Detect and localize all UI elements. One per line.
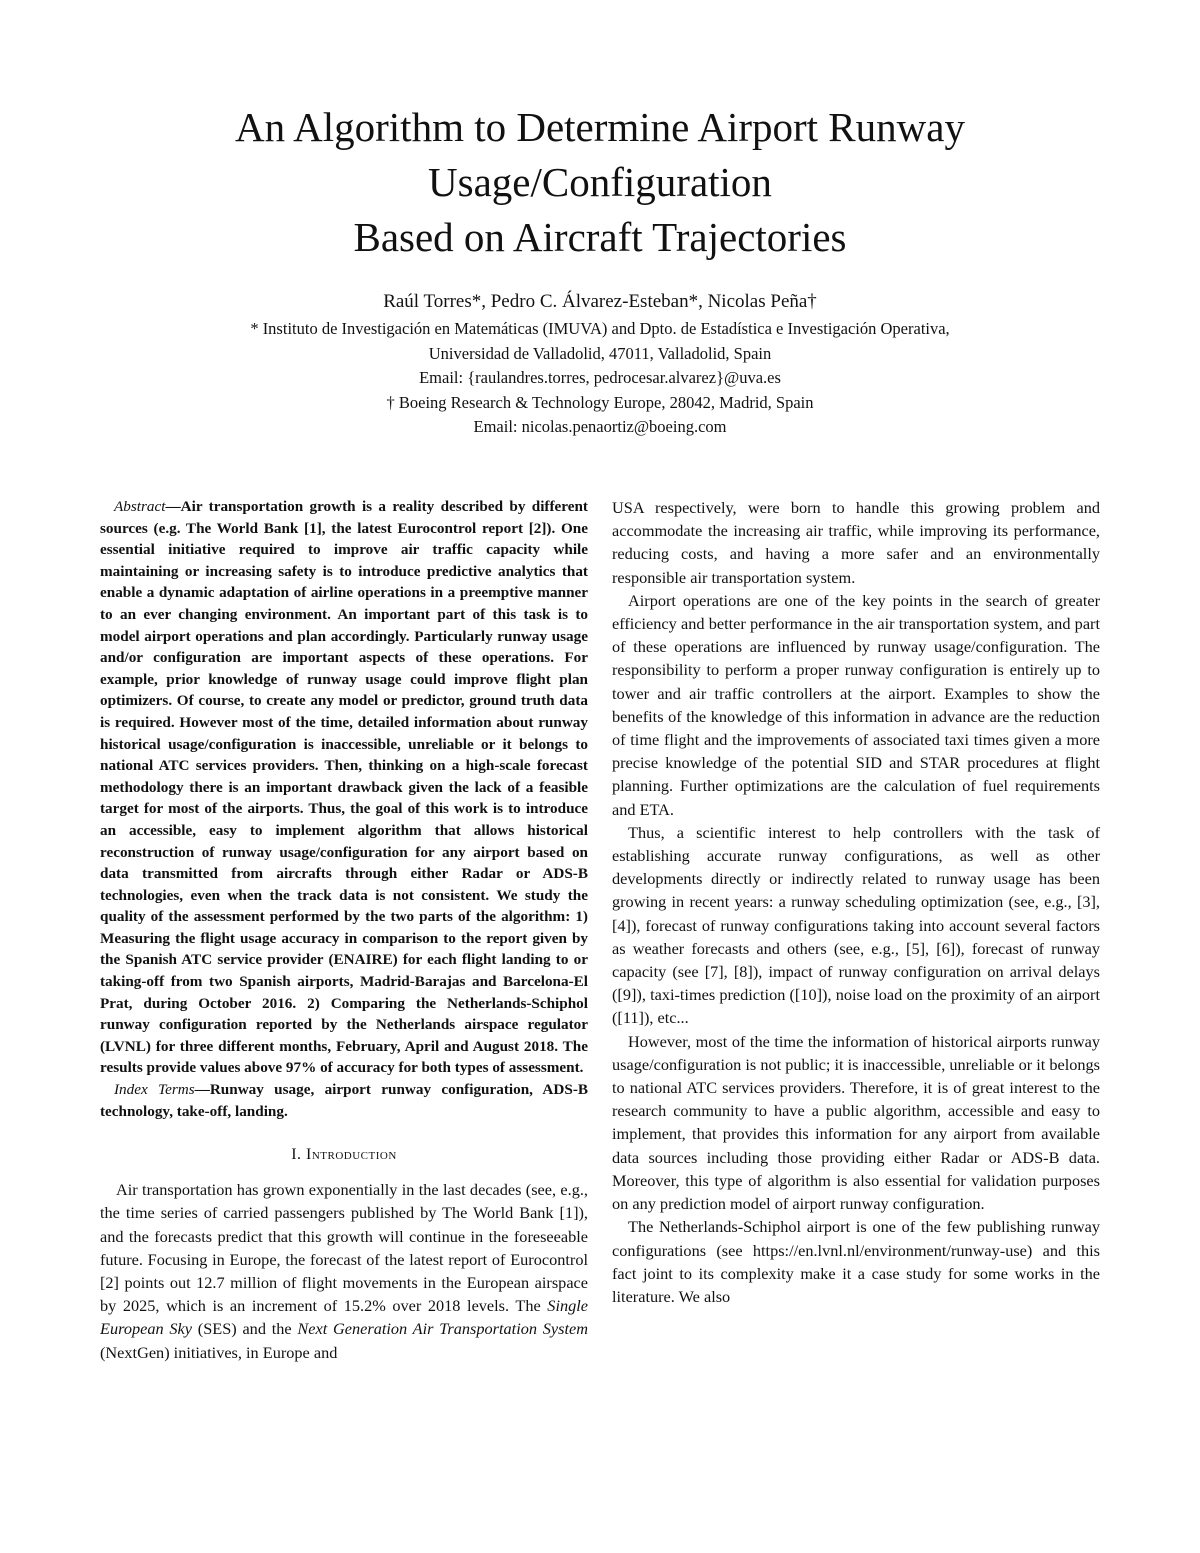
index-terms-text: —Runway usage, airport runway configuration, ADS-B technology, take-off, landing. bbox=[100, 1081, 589, 1120]
section-heading-introduction: I. Introduction bbox=[291, 1146, 397, 1164]
title-line-3: Based on Aircraft Trajectories bbox=[353, 214, 847, 260]
affiliations bbox=[100, 317, 1100, 440]
author-list: Raúl Torres*, Pedro C. Álvarez-Esteban*, Nicolas Peña† bbox=[383, 291, 817, 312]
intro-paragraph bbox=[100, 1178, 588, 1364]
paper-title bbox=[100, 100, 1100, 265]
affiliation-email-2: Email: nicolas.penaortiz@boeing.com bbox=[473, 417, 727, 437]
abstract-text: —Air transportation growth is a reality described by different sources (e.g. The World Bank [1], the latest Eurocontrol report [2]). One essential initiative required to improve air traffic capacity while maintaining or increasing safety is to introduce predictive analytics that enable a dynamic adaptation of airline operations in a preemptive manner to an ever changing environment. An important part of this task is to model airport operations and plan accordingly. Particularly runway usage and/or configuration are important aspects of these operations. For example, prior knowledge of runway usage could improve flight plan optimizers. Of course, to create any model or predictor, ground truth data is required. However most of the time, detailed information about runway historical usage/configuration is inaccessible, unreliable or it belongs to national ATC services providers. Then, thinking on a high-scale forecast methodology there is an important drawback given the lack of a feasible target for most of the airports. Thus, the goal of this work is to introduce an accessible, easy to implement algorithm that allows historical reconstruction of runway usage/configuration for any airport based on data transmitted from aircrafts through either Radar or ADS-B technologies, even when the track data is not consistent. We study the quality of the assessment performed by the two parts of the algorithm: 1) Measuring the flight usage accuracy in comparison to the report given by the Spanish ATC service provider (ENAIRE) for each flight landing to or taking-off from two Spanish airports, Madrid-Barajas and Barcelona-El Prat, during October 2016. 2) Comparing the Netherlands-Schiphol runway configuration reported by the Netherlands airspace regulator (LVNL) for three different months, February, April and August 2018. The results provide values above 97% of accuracy for both types of assessment. bbox=[100, 498, 588, 1077]
nextgen-name: Next Generation Air Transportation System bbox=[297, 1319, 588, 1339]
right-column bbox=[612, 496, 1100, 1308]
left-column bbox=[100, 496, 588, 1364]
intro-text-a: Air transportation has grown exponentially in the last decades (see, e.g., the time series of carried passengers published by The World Bank [1]), and the forecasts predict that this growth will continue in the foreseeable future. Focusing in Europe, the forecast of the latest report of Eurocontrol [2] points out 12.7 million of flight movements in the European airspace by 2025, which is an increment of 15.2% over 2018 levels. The bbox=[100, 1180, 588, 1316]
affiliation-line-4: † Boeing Research & Technology Europe, 28042, Madrid, Spain bbox=[386, 392, 814, 412]
paragraph-airport-operations: Airport operations are one of the key points in the search of greater efficiency and better performance in the air transportation system, and part of these operations are influenced by runway usage/configuration. The responsibility to perform a proper runway configuration is entirely up to tower and air traffic controllers at the airport. Examples to show the benefits of the knowledge of this information in advance are the reduction of time flight and the improvements of associated taxi times given a more precise knowledge of the potential SID and STAR procedures at flight planning. Further optimizations are the calculation of fuel requirements and ETA. bbox=[612, 590, 1100, 819]
index-terms-label: Index Terms bbox=[114, 1081, 195, 1099]
title-line-1: An Algorithm to Determine Airport Runway bbox=[235, 104, 965, 150]
intro-text-c: (NextGen) initiatives, in Europe and bbox=[100, 1342, 338, 1362]
paragraph-scientific-interest: Thus, a scientific interest to help controllers with the task of establishing accurate runway configurations, as well as other developments directly or indirectly related to runway usage has been growing in recent years: a runway scheduling optimization (see, e.g., [3], [4]), forecast of runway configurations taking into account several factors as weather forecasts and others (see, e.g., [5], [6]), forecast of runway capacity (see [7], [8]), impact of runway configuration on arrival delays ([9]), taxi-times prediction ([10]), noise load on the proximity of an airport ([11]), etc... bbox=[612, 822, 1100, 1028]
affiliation-email-1: Email: {raulandres.torres, pedrocesar.alvarez}@uva.es bbox=[419, 368, 781, 388]
paragraph-continued: USA respectively, were born to handle this growing problem and accommodate the increasing air traffic, while improving its performance, reducing costs, and having a more safer and an environmentally responsible air transportation system. bbox=[612, 498, 1100, 587]
affiliation-line-1: * Instituto de Investigación en Matemáticas (IMUVA) and Dpto. de Estadística e Investigación Operativa, bbox=[250, 319, 950, 338]
title-line-2: Usage/Configuration bbox=[428, 159, 772, 205]
paragraph-public-information: However, most of the time the information of historical airports runway usage/configuration is not public; it is inaccessible, unreliable or it belongs to national ATC services providers. Therefore, it is of great interest to the research community to have a public algorithm, accessible and easy to implement, that provides this information for any airport from available data sources including those providing either Radar or ADS-B data. Moreover, this type of algorithm is also essential for validation purposes on any prediction model of airport runway configuration. bbox=[612, 1031, 1100, 1214]
abstract bbox=[100, 496, 588, 1079]
paragraph-schiphol: The Netherlands-Schiphol airport is one of the few publishing runway configurations (see https://en.lvnl.nl/environment/runway-use) and this fact joint to its complexity make it a case study for some works in the literature. We also bbox=[612, 1217, 1100, 1306]
abstract-label: Abstract bbox=[114, 498, 166, 515]
index-terms bbox=[100, 1079, 588, 1122]
intro-text-b: (SES) and the bbox=[191, 1319, 298, 1339]
ses-name: Single European Sky bbox=[100, 1296, 588, 1339]
affiliation-line-2: Universidad de Valladolid, 47011, Valladolid, Spain bbox=[428, 343, 772, 363]
